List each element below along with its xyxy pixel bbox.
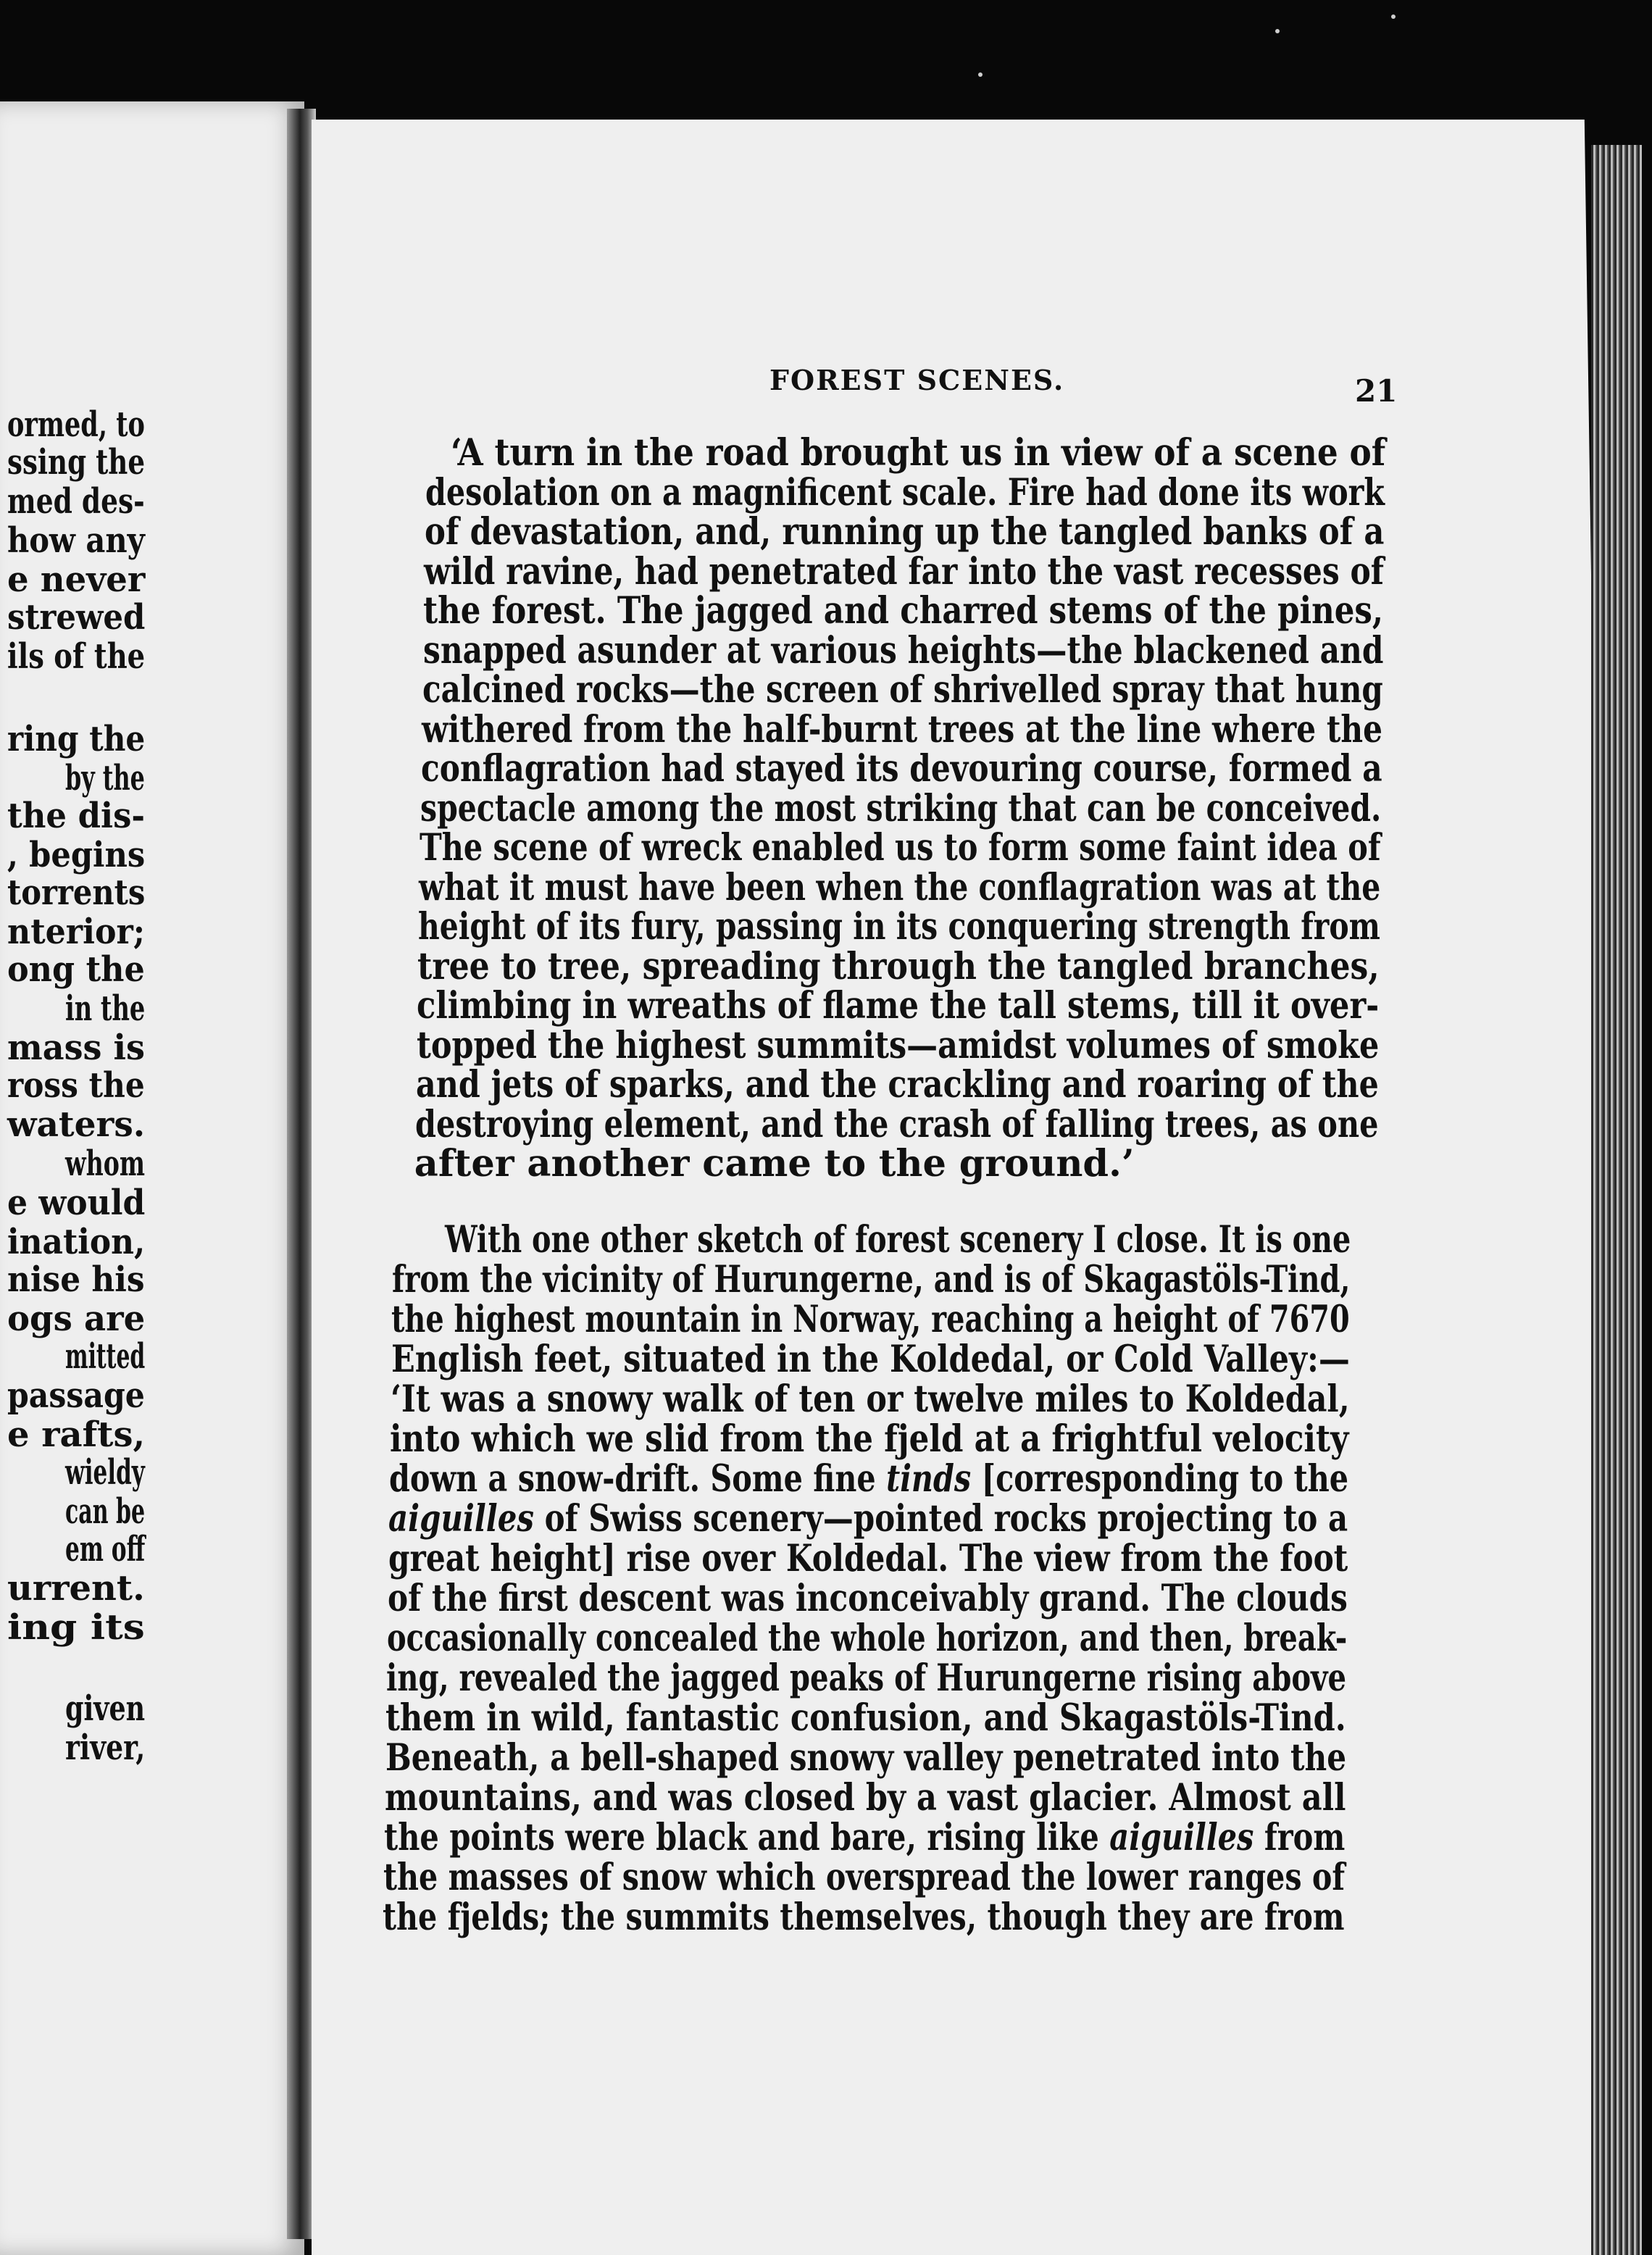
- text-line: ong the: [7, 949, 145, 990]
- text-line: ogs are: [7, 1299, 146, 1339]
- text-line: ring the: [7, 719, 146, 759]
- text-line: ssing the: [7, 442, 146, 483]
- text-line: by the: [65, 758, 145, 799]
- text-line: urrent.: [7, 1568, 145, 1609]
- text-line: the forest. The jagged and charred stems of the pines,: [423, 589, 1384, 633]
- text-line: nterior;: [7, 912, 146, 952]
- text-line: With one other sketch of forest scenery I close. It is one: [445, 1218, 1351, 1262]
- text-line: occasionally concealed the whole horizon, and then, break-: [387, 1617, 1348, 1660]
- text-line: ils of the: [7, 636, 146, 677]
- text-line: the fjelds; the summits themselves, though they are from: [383, 1896, 1345, 1939]
- text-line: , begins: [7, 835, 146, 875]
- text-line: what it must have been when the conflagration was at the: [419, 865, 1381, 909]
- text-line: the points were black and bare, rising like aiguilles from: [384, 1816, 1346, 1859]
- dust-speck: [1275, 29, 1280, 33]
- text-line: ross the: [7, 1065, 145, 1106]
- text-line: wieldy: [65, 1452, 145, 1493]
- text-line: ormed, to: [7, 404, 145, 445]
- text-line: mountains, and was closed by a vast glacier. Almost all: [384, 1776, 1346, 1820]
- text-line: after another came to the ground.’: [414, 1142, 1135, 1185]
- text-line: ing its: [7, 1607, 145, 1648]
- text-line: wild ravine, had penetrated far into the vast recesses of: [424, 549, 1385, 593]
- text-line: nise his: [7, 1259, 145, 1300]
- dust-speck: [1391, 14, 1396, 19]
- text-line: withered from the half-burnt trees at the line where the: [421, 707, 1382, 751]
- text-line: torrents: [7, 872, 146, 913]
- text-line: mitted: [65, 1336, 146, 1377]
- text-line: them in wild, fantastic confusion, and Skagastöls-Tind.: [385, 1696, 1347, 1740]
- text-line: waters.: [7, 1104, 146, 1145]
- text-line: snapped asunder at various heights—the blackened and: [422, 628, 1383, 672]
- text-line: passage: [7, 1375, 145, 1416]
- dust-speck: [978, 72, 983, 77]
- text-line: destroying element, and the crash of falling trees, as one: [414, 1102, 1379, 1146]
- text-line: mass is: [7, 1028, 145, 1068]
- text-line: and jets of sparks, and the crackling and roaring of the: [415, 1063, 1379, 1106]
- running-head: FOREST SCENES.: [769, 364, 1065, 396]
- text-line: Beneath, a bell-shaped snowy valley penetrated into the: [385, 1736, 1346, 1780]
- text-line: aiguilles of Swiss scenery—pointed rocks projecting to a: [388, 1497, 1348, 1541]
- text-line: height of its fury, passing in its conquering strength from: [418, 905, 1381, 949]
- text-line: the dis-: [7, 796, 146, 836]
- text-line: spectacle among the most striking that can be conceived.: [420, 786, 1382, 830]
- text-line: conflagration had stayed its devouring course, formed a: [420, 747, 1382, 791]
- text-line: ‘A turn in the road brought us in view of a scene of: [451, 431, 1386, 475]
- text-line: desolation on a magnificent scale. Fire had done its work: [425, 470, 1385, 514]
- text-line: great height] rise over Koldedal. The view from the foot: [388, 1537, 1348, 1580]
- text-line: The scene of wreck enabled us to form some faint idea of: [420, 826, 1381, 870]
- text-line: topped the highest summits—amidst volumes of smoke: [416, 1023, 1379, 1067]
- text-line: in the: [65, 988, 146, 1029]
- text-line: from the vicinity of Hurungerne, and is of Skagastöls-Tind,: [392, 1258, 1351, 1301]
- text-line: med des-: [7, 481, 145, 522]
- text-line: of devastation, and, running up the tangled banks of a: [425, 510, 1385, 554]
- text-line: e never: [7, 559, 146, 600]
- text-line: given: [65, 1688, 146, 1729]
- text-line: into which we slid from the fjeld at a frightful velocity: [390, 1417, 1349, 1461]
- text-line: river,: [65, 1727, 146, 1768]
- text-line: English feet, situated in the Koldedal, or Cold Valley:—: [391, 1338, 1350, 1381]
- text-line: ‘It was a snowy walk of ten or twelve miles to Koldedal,: [390, 1377, 1350, 1421]
- text-line: of the first descent was inconceivably grand. The clouds: [387, 1577, 1348, 1620]
- text-line: the masses of snow which overspread the lower ranges of: [383, 1856, 1346, 1899]
- text-line: down a snow-drift. Some fine tinds [corresponding to the: [389, 1457, 1349, 1501]
- text-line: the highest mountain in Norway, reaching a height of 7670: [391, 1298, 1351, 1341]
- text-line: how any: [7, 520, 145, 561]
- text-line: can be: [65, 1491, 146, 1532]
- text-line: ination,: [7, 1222, 146, 1262]
- page-edge: [1591, 145, 1642, 2255]
- text-line: whom: [65, 1143, 146, 1184]
- page-number: 21: [1355, 373, 1398, 409]
- text-line: strewed: [7, 597, 146, 638]
- text-line: calcined rocks—the screen of shrivelled spray that hung: [422, 668, 1383, 712]
- text-line: e rafts,: [7, 1414, 146, 1455]
- text-line: em off: [65, 1529, 146, 1570]
- text-line: e would: [7, 1183, 146, 1223]
- text-line: climbing in wreaths of flame the tall stems, till it over-: [417, 984, 1380, 1028]
- text-line: tree to tree, spreading through the tangled branches,: [417, 944, 1380, 988]
- text-line: ing, revealed the jagged peaks of Hurungerne rising above: [386, 1656, 1347, 1700]
